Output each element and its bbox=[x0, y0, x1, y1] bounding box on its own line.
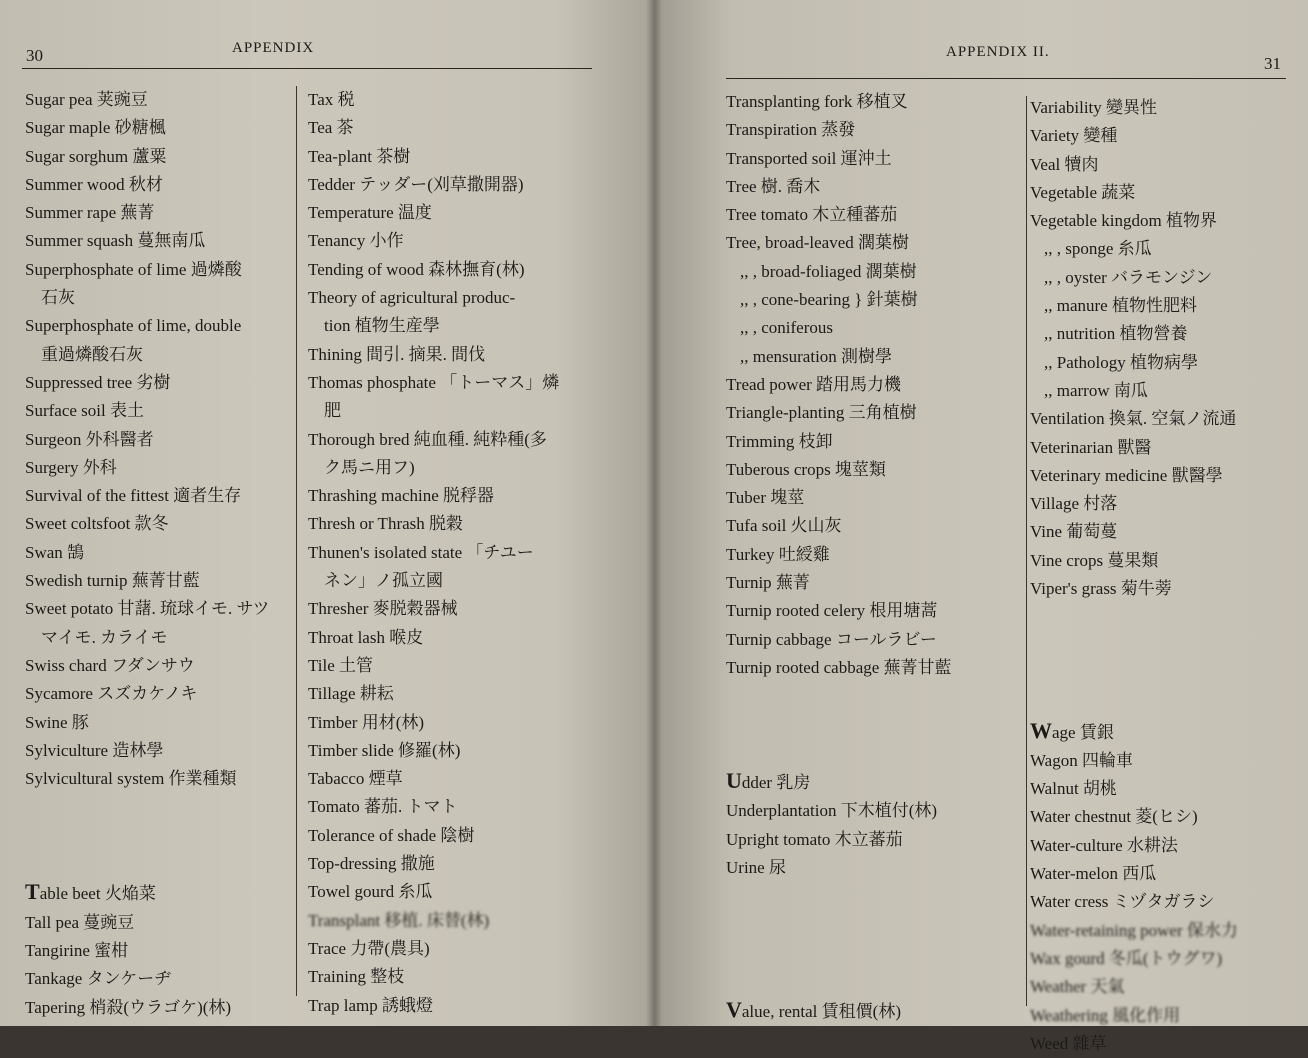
index-entry: Summer squash 蔓無南瓜 bbox=[25, 231, 206, 251]
index-entry: Tangirine 蜜柑 bbox=[25, 940, 129, 960]
index-entry: Thining 間引. 摘果. 間伐 bbox=[308, 344, 486, 364]
index-entry: Weed 雜草 bbox=[1030, 1033, 1107, 1053]
index-entry: ,, manure 植物性肥料 bbox=[1044, 296, 1197, 316]
index-entry: Transported soil 運沖土 bbox=[726, 148, 892, 168]
index-entry: Vegetable kingdom 植物界 bbox=[1030, 211, 1217, 231]
right-column-2 bbox=[1030, 94, 1300, 1058]
index-entry: Thresh or Thrash 脱穀 bbox=[308, 514, 464, 534]
right-header-rule bbox=[726, 78, 1286, 79]
index-entry: マイモ. カライモ bbox=[41, 627, 168, 647]
index-entry bbox=[1030, 688, 1300, 716]
index-entry bbox=[726, 711, 1022, 739]
index-entry: Transplanting fork 移植叉 bbox=[726, 92, 908, 111]
index-entry: Water-melon 西瓜 bbox=[1030, 864, 1157, 884]
index-entry: Tread power 踏用馬力機 bbox=[726, 374, 902, 394]
index-entry: Variability 變異性 bbox=[1030, 98, 1158, 117]
index-entry: Tapering 梢殺(ウラゴケ)(林) bbox=[25, 997, 232, 1017]
index-entry bbox=[726, 911, 1022, 939]
index-entry: Water-retaining power 保水力 bbox=[1030, 920, 1238, 940]
index-entry: ク馬ニ用フ) bbox=[324, 457, 415, 477]
index-entry: ,, , coniferous bbox=[740, 318, 834, 338]
index-entry: Variety 變種 bbox=[1030, 126, 1118, 146]
index-entry: Thresher 麥脱穀器械 bbox=[308, 599, 458, 619]
index-entry: Veterinarian 獸醫 bbox=[1030, 437, 1152, 457]
index-entry: Surgery 外科 bbox=[25, 457, 117, 477]
index-entry: Tomato 蕃茄. トマト bbox=[308, 797, 458, 817]
index-entry: Surface soil 表土 bbox=[25, 401, 144, 421]
index-entry: Upright tomato 木立蕃茄 bbox=[726, 829, 903, 849]
left-page-number: 30 bbox=[26, 46, 43, 65]
index-entry bbox=[726, 682, 1022, 710]
index-entry: Weathering 風化作用 bbox=[1030, 1005, 1181, 1025]
index-entry: Sweet coltsfoot 款冬 bbox=[25, 514, 169, 534]
index-entry: 肥 bbox=[324, 401, 341, 421]
index-entry: Sugar sorghum 蘆粟 bbox=[25, 146, 167, 166]
index-entry: Tree tomato 木立種蕃茄 bbox=[726, 205, 898, 225]
index-entry: Throat lash 喉皮 bbox=[308, 627, 424, 647]
index-entry: Swiss chard フダンサウ bbox=[25, 655, 195, 675]
index-entry: Tree 樹. 喬木 bbox=[726, 176, 821, 196]
index-entry: Walnut 胡桃 bbox=[1030, 779, 1117, 799]
index-entry: Summer rape 蕪菁 bbox=[25, 203, 155, 223]
index-entry: Udder 乳房 bbox=[726, 768, 811, 794]
index-entry: Value, rental 賃租價(林) bbox=[726, 996, 901, 1022]
index-entry: Water cress ミヅタガラシ bbox=[1030, 892, 1215, 912]
index-entry bbox=[726, 939, 1022, 967]
index-entry: Trap lamp 誘蛾燈 bbox=[308, 995, 433, 1015]
book-gutter bbox=[646, 0, 662, 1026]
index-entry: Tillage 耕耘 bbox=[308, 684, 394, 704]
index-entry: Tending of wood 森林撫育(林) bbox=[308, 259, 525, 279]
index-entry: Veterinary medicine 獸醫學 bbox=[1030, 465, 1223, 485]
index-entry: Tea-plant 茶樹 bbox=[308, 146, 411, 166]
index-entry: Tall pea 蔓豌豆 bbox=[25, 912, 135, 932]
index-entry: Tenancy 小作 bbox=[308, 231, 404, 251]
index-entry: Tree, broad-leaved 濶葉樹 bbox=[726, 233, 910, 253]
index-entry bbox=[25, 850, 293, 878]
right-column-1 bbox=[726, 88, 1022, 1026]
index-entry: Timber slide 修羅(林) bbox=[308, 740, 461, 760]
index-entry: Veal 犢肉 bbox=[1030, 154, 1099, 174]
index-entry: Sugar maple 砂糖楓 bbox=[25, 118, 166, 138]
index-entry: Vegetable 蔬菜 bbox=[1030, 182, 1136, 202]
index-entry: Training 整枝 bbox=[308, 967, 405, 987]
index-entry: Vine crops 蔓果類 bbox=[1030, 550, 1159, 570]
index-entry: Swine 豚 bbox=[25, 712, 89, 732]
index-entry: Urine 尿 bbox=[726, 858, 786, 878]
left-header-rule bbox=[22, 68, 592, 69]
index-entry: Summer wood 秋材 bbox=[25, 174, 163, 194]
index-entry bbox=[1030, 603, 1300, 631]
index-entry: ,, marrow 南瓜 bbox=[1044, 380, 1148, 400]
index-entry: Tax 税 bbox=[308, 90, 355, 109]
index-entry: Trace 力帶(農具) bbox=[308, 938, 430, 958]
index-entry: Tolerance of shade 陰樹 bbox=[308, 825, 475, 845]
index-entry: Underplantation 下木植付(林) bbox=[726, 801, 938, 821]
index-entry bbox=[25, 822, 293, 850]
index-entry: Tea 茶 bbox=[308, 118, 354, 138]
index-entry: Thrashing machine 脱稃器 bbox=[308, 486, 495, 506]
index-entry: Water chestnut 菱(ヒシ) bbox=[1030, 807, 1198, 827]
index-entry: Turnip rooted cabbage 蕪菁甘藍 bbox=[726, 657, 952, 677]
index-entry: Survival of the fittest 適者生存 bbox=[25, 486, 242, 506]
left-column-1 bbox=[25, 86, 293, 1022]
index-entry bbox=[726, 882, 1022, 910]
index-entry: Turnip cabbage コールラビー bbox=[726, 629, 937, 649]
index-entry: ネン」ノ孤立國 bbox=[324, 571, 443, 591]
index-entry: Sweet potato 甘藷. 琉球イモ. サツ bbox=[25, 599, 270, 619]
index-entry bbox=[726, 967, 1022, 995]
index-entry: Swan 鵠 bbox=[25, 542, 85, 562]
index-entry: Tuberous crops 塊莖類 bbox=[726, 459, 886, 479]
index-entry: Wage 賃銀 bbox=[1030, 717, 1114, 743]
index-entry: Sycamore スズカケノキ bbox=[25, 684, 198, 704]
index-entry: Thunen's isolated state 「チユー bbox=[308, 542, 534, 562]
index-entry: Thorough bred 純血種. 純粋種(多 bbox=[308, 429, 547, 449]
index-entry: Ventilation 換氣. 空氣ノ流通 bbox=[1030, 409, 1237, 429]
index-entry: Transplant 移植. 床替(林) bbox=[308, 910, 490, 930]
index-entry: Superphosphate of lime 過燐酸 bbox=[25, 259, 242, 279]
left-page-header: APPENDIX bbox=[232, 40, 315, 56]
index-entry: ,, , oyster バラモンジン bbox=[1044, 267, 1213, 287]
index-entry: Turkey 吐綬雞 bbox=[726, 544, 830, 564]
index-entry: Superphosphate of lime, double bbox=[25, 316, 242, 336]
right-column-divider bbox=[1026, 96, 1027, 1006]
index-entry: Tankage タンケーヂ bbox=[25, 969, 172, 989]
index-entry: Surgeon 外科醫者 bbox=[25, 429, 154, 449]
index-entry: Sylvicultural system 作業種類 bbox=[25, 769, 237, 789]
index-entry: Triangle-planting 三角植樹 bbox=[726, 403, 917, 423]
index-entry: ,, , sponge 糸瓜 bbox=[1044, 239, 1152, 259]
index-entry: Weather 天氣 bbox=[1030, 977, 1125, 997]
right-page-number: 31 bbox=[1264, 54, 1281, 73]
index-entry: Tabacco 煙草 bbox=[308, 769, 403, 789]
index-entry: Swedish turnip 蕪菁甘藍 bbox=[25, 571, 200, 591]
index-entry: Thomas phosphate 「トーマス」燐 bbox=[308, 372, 560, 392]
index-entry bbox=[726, 739, 1022, 767]
index-entry: Tedder テッダー(刈草撒開器) bbox=[308, 174, 524, 194]
index-entry: 重過燐酸石灰 bbox=[41, 344, 143, 364]
index-entry: Sylviculture 造林學 bbox=[25, 740, 164, 760]
left-column-2 bbox=[308, 86, 638, 1020]
index-entry bbox=[1030, 632, 1300, 660]
index-entry: Theory of agricultural produc- bbox=[308, 288, 516, 308]
index-entry: Tufa soil 火山灰 bbox=[726, 516, 842, 536]
index-entry: 石灰 bbox=[41, 288, 75, 308]
index-entry: Timber 用材(林) bbox=[308, 712, 425, 732]
index-entry: ,, Pathology 植物病學 bbox=[1044, 352, 1198, 372]
index-entry: Trimming 枝卸 bbox=[726, 431, 833, 451]
index-entry: Table beet 火焔菜 bbox=[25, 879, 156, 905]
index-entry: Water-culture 水耕法 bbox=[1030, 835, 1178, 855]
left-page bbox=[0, 0, 654, 1026]
index-entry bbox=[25, 793, 293, 821]
index-entry: Wax gourd 冬瓜(トウグワ) bbox=[1030, 948, 1223, 968]
index-entry: ,, , broad-foliaged 濶葉樹 bbox=[740, 261, 917, 281]
index-entry: ,, nutrition 植物營養 bbox=[1044, 324, 1188, 344]
right-page-header: APPENDIX II. bbox=[946, 44, 1050, 60]
right-page bbox=[654, 0, 1308, 1053]
index-entry: Sugar pea 荚豌豆 bbox=[25, 90, 148, 109]
index-entry: ,, , cone-bearing } 針葉樹 bbox=[740, 290, 918, 310]
index-entry: Tuber 塊莖 bbox=[726, 488, 805, 508]
index-entry: tion 植物生産學 bbox=[324, 316, 440, 336]
index-entry: Viper's grass 菊牛蒡 bbox=[1030, 579, 1172, 599]
index-entry: Vine 葡萄蔓 bbox=[1030, 522, 1118, 542]
index-entry: ,, mensuration 測樹學 bbox=[740, 346, 893, 366]
index-entry bbox=[1030, 660, 1300, 688]
index-entry: Top-dressing 撒施 bbox=[308, 854, 435, 874]
index-entry: Village 村落 bbox=[1030, 494, 1118, 514]
index-entry: Transpiration 蒸發 bbox=[726, 120, 856, 140]
index-entry: Wagon 四輪車 bbox=[1030, 750, 1133, 770]
index-entry: Tile 土管 bbox=[308, 655, 374, 675]
index-entry: Temperature 温度 bbox=[308, 203, 432, 223]
index-entry: Turnip 蕪菁 bbox=[726, 573, 810, 593]
left-column-divider bbox=[296, 86, 297, 996]
index-entry: Turnip rooted celery 根用塘蒿 bbox=[726, 601, 938, 621]
index-entry: Towel gourd 糸瓜 bbox=[308, 882, 433, 902]
index-entry: Suppressed tree 劣樹 bbox=[25, 372, 171, 392]
